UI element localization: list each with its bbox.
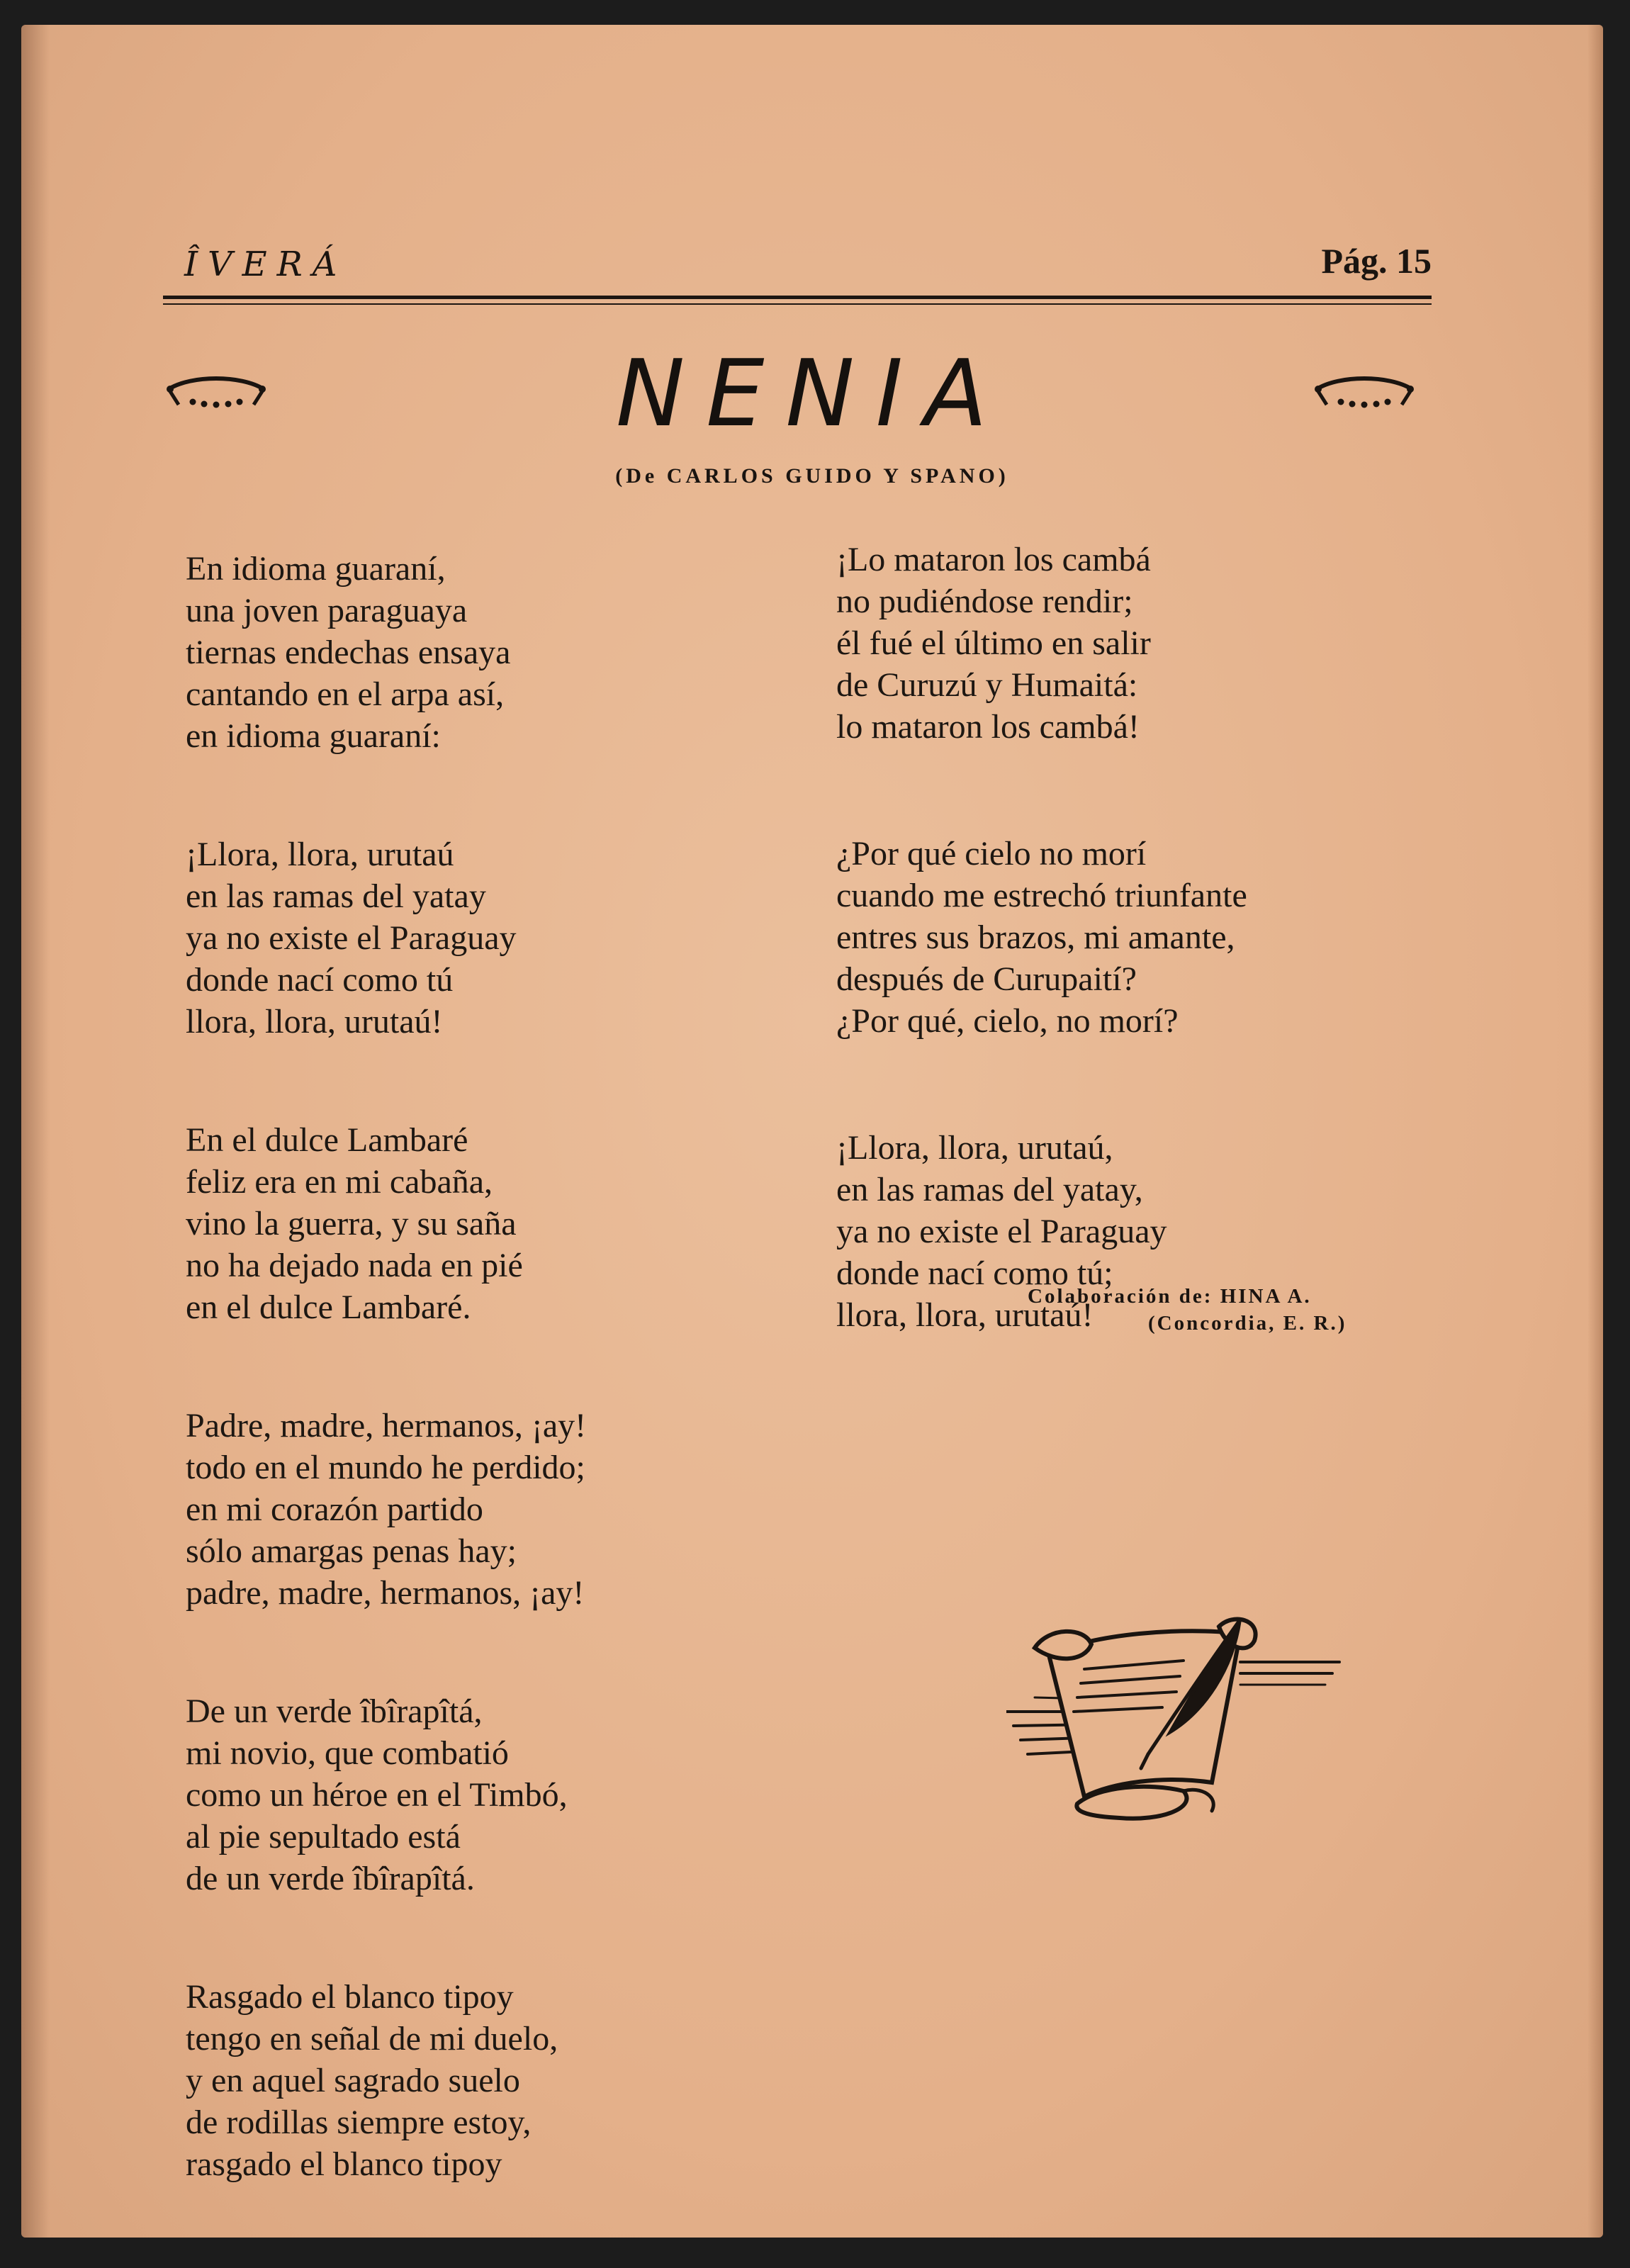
verse-line: En el dulce Lambaré — [186, 1121, 468, 1159]
stanza — [836, 833, 1474, 1042]
verse-line: cuando me estrechó triunfante — [836, 877, 1247, 914]
verse-line: al pie sepultado está — [186, 1818, 461, 1856]
stanza — [186, 1119, 824, 1328]
poem-subtitle: (De CARLOS GUIDO Y SPANO) — [615, 464, 1009, 488]
credit-location: (Concordia, E. R.) — [1148, 1312, 1347, 1335]
verse-line: de un verde îbîrapîtá. — [186, 1860, 475, 1897]
verse-line: en las ramas del yatay, — [836, 1171, 1143, 1208]
stanza — [186, 1405, 824, 1614]
verse-line: llora, llora, urutaú! — [186, 1003, 443, 1040]
verse-line: De un verde îbîrapîtá, — [186, 1692, 483, 1730]
verse-line: después de Curupaití? — [836, 960, 1137, 998]
stanza — [836, 539, 1474, 748]
journal-name: ÎVERÁ — [184, 245, 347, 284]
stanza — [186, 1976, 824, 2185]
verse-line: ¿Por qué, cielo, no morí? — [836, 1002, 1179, 1040]
verse-line: como un héroe en el Timbó, — [186, 1776, 568, 1814]
verse-line: Rasgado el blanco tipoy — [186, 1978, 514, 2016]
running-header — [163, 237, 1432, 287]
magazine-page — [21, 25, 1603, 2238]
page-number: Pág. 15 — [1321, 241, 1432, 281]
verse-line: entres sus brazos, mi amante, — [836, 919, 1235, 956]
verse-line: ¡Llora, llora, urutaú — [186, 836, 454, 873]
left-column — [186, 548, 824, 2238]
verse-line: ya no existe el Paraguay — [836, 1213, 1167, 1250]
poem-title: NENIA — [616, 339, 1008, 447]
verse-line: donde nací como tú; — [836, 1254, 1113, 1292]
verse-line: tiernas endechas ensaya — [186, 634, 511, 671]
verse-line: cantando en el arpa así, — [186, 675, 505, 713]
verse-line: feliz era en mi cabaña, — [186, 1163, 493, 1201]
verse-line: no ha dejado nada en pié — [186, 1247, 523, 1284]
verse-line: ya no existe el Paraguay — [186, 919, 517, 957]
verse-line: en idioma guaraní: — [186, 717, 441, 755]
verse-line: vino la guerra, y su saña — [186, 1205, 517, 1242]
verse-line: donde nací como tú — [186, 961, 454, 999]
verse-line: ¡Lo mataron los cambá — [836, 541, 1151, 578]
verse-line: una joven paraguaya — [186, 592, 468, 629]
header-rule-thin — [163, 303, 1432, 305]
verse-line: mi novio, que combatió — [186, 1734, 509, 1772]
stanza — [186, 548, 824, 757]
stanza — [186, 1690, 824, 1899]
verse-line: de Curuzú y Humaitá: — [836, 666, 1138, 704]
header-rule — [163, 296, 1432, 299]
verse-line: él fué el último en salir — [836, 624, 1151, 662]
credit-block — [1028, 1283, 1467, 1337]
verse-line: rasgado el blanco tipoy — [186, 2145, 502, 2183]
credit-line: Colaboración de: HINA A. — [1028, 1285, 1312, 1308]
verse-line: sólo amargas penas hay; — [186, 1532, 517, 1570]
verse-line: no pudiéndose rendir; — [836, 583, 1133, 620]
verse-line: Padre, madre, hermanos, ¡ay! — [186, 1407, 587, 1444]
verse-line: lo mataron los cambá! — [836, 708, 1140, 746]
verse-line: en el dulce Lambaré. — [186, 1289, 471, 1326]
verse-line: todo en el mundo he perdido; — [186, 1449, 585, 1486]
verse-line: tengo en señal de mi duelo, — [186, 2020, 558, 2058]
scroll-quill-icon — [1006, 1605, 1347, 1825]
verse-line: de rodillas siempre estoy, — [186, 2104, 532, 2141]
verse-line: llora, llora, urutaú! — [836, 1296, 1094, 1334]
verse-line: en mi corazón partido — [186, 1491, 483, 1528]
verse-line: y en aquel sagrado suelo — [186, 2062, 520, 2099]
verse-line: ¡Llora, llora, urutaú, — [836, 1129, 1113, 1167]
stanza — [186, 833, 824, 1043]
verse-line: en las ramas del yatay — [186, 877, 486, 915]
verse-line: En idioma guaraní, — [186, 550, 446, 588]
verse-line: padre, madre, hermanos, ¡ay! — [186, 1574, 585, 1612]
verse-line: ¿Por qué cielo no morí — [836, 835, 1147, 872]
